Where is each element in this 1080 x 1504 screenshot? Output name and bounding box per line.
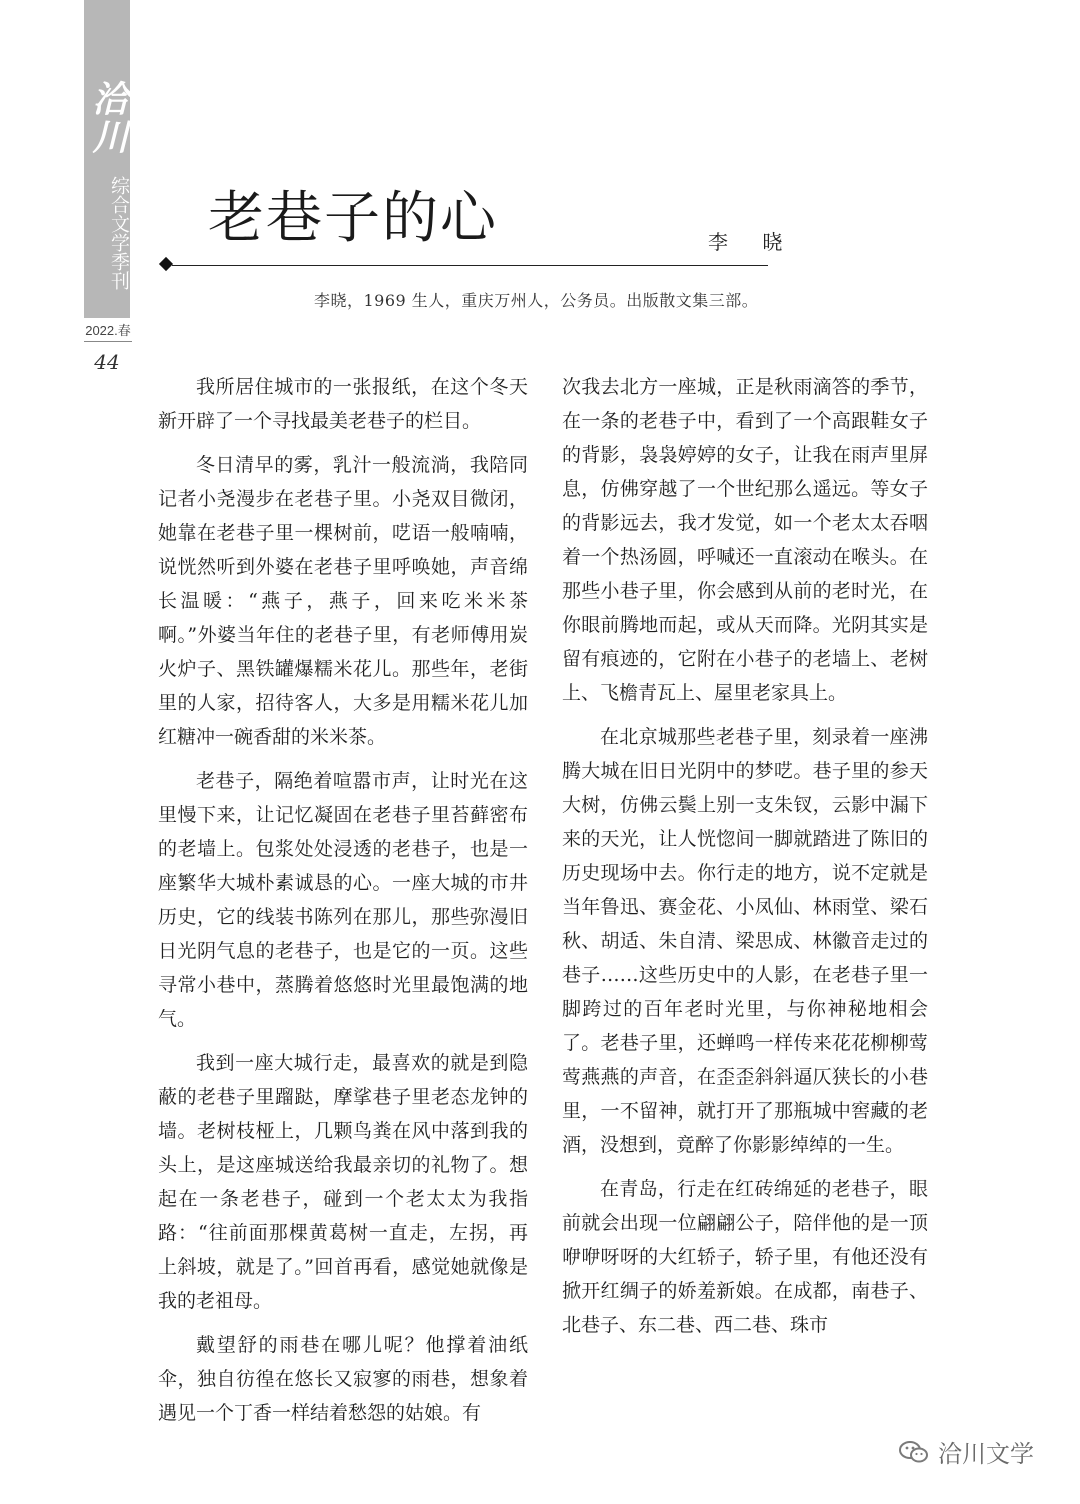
author-bio: 李晓，1969 生人，重庆万州人，公务员。出版散文集三部。	[314, 291, 759, 310]
strip-decoration	[148, 30, 164, 46]
watermark	[898, 1434, 1034, 1469]
body-right-column	[562, 370, 928, 1352]
watermark-text: 洽川文学	[938, 1440, 1034, 1468]
journal-subtitle: 综合文学季刊	[108, 176, 130, 290]
issue-label: 2022.春	[84, 320, 132, 342]
body-left-column	[158, 370, 528, 1440]
paragraph: 在青岛，行走在红砖绵延的老巷子，眼前就会出现一位翩翩公子，陪伴他的是一顶咿咿呀呀的大红轿子，轿子里，有他还没有掀开红绸子的娇羞新娘。在成都，南巷子、北巷子、东二巷、西二巷、珠市	[562, 1178, 928, 1336]
article-title: 老巷子的心	[208, 186, 498, 251]
page-number: 44	[94, 350, 120, 374]
journal-name: 洽川	[87, 80, 129, 156]
diamond-ornament	[159, 257, 173, 271]
paragraph: 老巷子，隔绝着喧嚣市声，让时光在这里慢下来，让记忆凝固在老巷子里苔藓密布的老墙上。包浆处处浸透的老巷子，也是一座繁华大城朴素诚恳的心。一座大城的市井历史，它的线装书陈列在那儿，那些弥漫旧日光阴气息的老巷子，也是它的一页。这些寻常小巷中，蒸腾着悠悠时光里最饱满的地气。	[158, 770, 528, 1030]
wechat-icon	[898, 1439, 930, 1465]
article-author: 李 晓	[708, 230, 797, 254]
title-divider	[172, 265, 768, 266]
paragraph: 戴望舒的雨巷在哪儿呢？他撑着油纸伞，独自彷徨在悠长又寂寥的雨巷，想象着遇见一个丁香一样结着愁怨的姑娘。有	[158, 1334, 528, 1424]
paragraph: 我所居住城市的一张报纸，在这个冬天新开辟了一个寻找最美老巷子的栏目。	[158, 376, 528, 432]
paragraph: 我到一座大城行走，最喜欢的就是到隐蔽的老巷子里蹓跶，摩挲巷子里老态龙钟的墙。老树枝桠上，几颗鸟粪在风中落到我的头上，是这座城送给我最亲切的礼物了。想起在一条老巷子，碰到一个老太太为我指路：“往前面那棵黄葛树一直走，左拐，再上斜坡，就是了。”回首再看，感觉她就像是我的老祖母。	[158, 1052, 528, 1312]
paragraph-continuation: 次我去北方一座城，正是秋雨滴答的季节，在一条的老巷子中，看到了一个高跟鞋女子的背影，袅袅婷婷的女子，让我在雨声里屏息，仿佛穿越了一个世纪那么遥远。等女子的背影远去，我才发觉，如一个老太太吞咽着一个热汤圆，呼喊还一直滚动在喉头。在那些小巷子里，你会感到从前的老时光，在你眼前腾地而起，或从天而降。光阴其实是留有痕迹的，它附在小巷子的老墙上、老树上、飞檐青瓦上、屋里老家具上。	[562, 376, 928, 704]
paragraph: 在北京城那些老巷子里，刻录着一座沸腾大城在旧日光阴中的梦呓。巷子里的参天大树，仿佛云鬓上别一支朱钗，云影中漏下来的天光，让人恍惚间一脚就踏进了陈旧的历史现场中去。你行走的地方，说不定就是当年鲁迅、赛金花、小凤仙、林雨堂、梁石秋、胡适、朱自清、梁思成、林徽音走过的巷子……这些历史中的人影，在老巷子里一脚跨过的百年老时光里，与你神秘地相会了。老巷子里，还蝉鸣一样传来花花柳柳莺莺燕燕的声音，在歪歪斜斜逼仄狭长的小巷里，一不留神，就打开了那瓶城中窖藏的老酒，没想到，竟醉了你影影绰绰的一生。	[562, 726, 928, 1156]
paragraph: 冬日清早的雾，乳汁一般流淌，我陪同记者小尧漫步在老巷子里。小尧双目微闭，她靠在老巷子里一棵树前，呓语一般喃喃，说恍然听到外婆在老巷子里呼唤她，声音绵长温暖：“燕子，燕子，回来吃米米茶啊。”外婆当年住的老巷子里，有老师傅用炭火炉子、黑铁罐爆糯米花儿。那些年，老街里的人家，招待客人，大多是用糯米花儿加红糖冲一碗香甜的米米茶。	[158, 454, 528, 748]
